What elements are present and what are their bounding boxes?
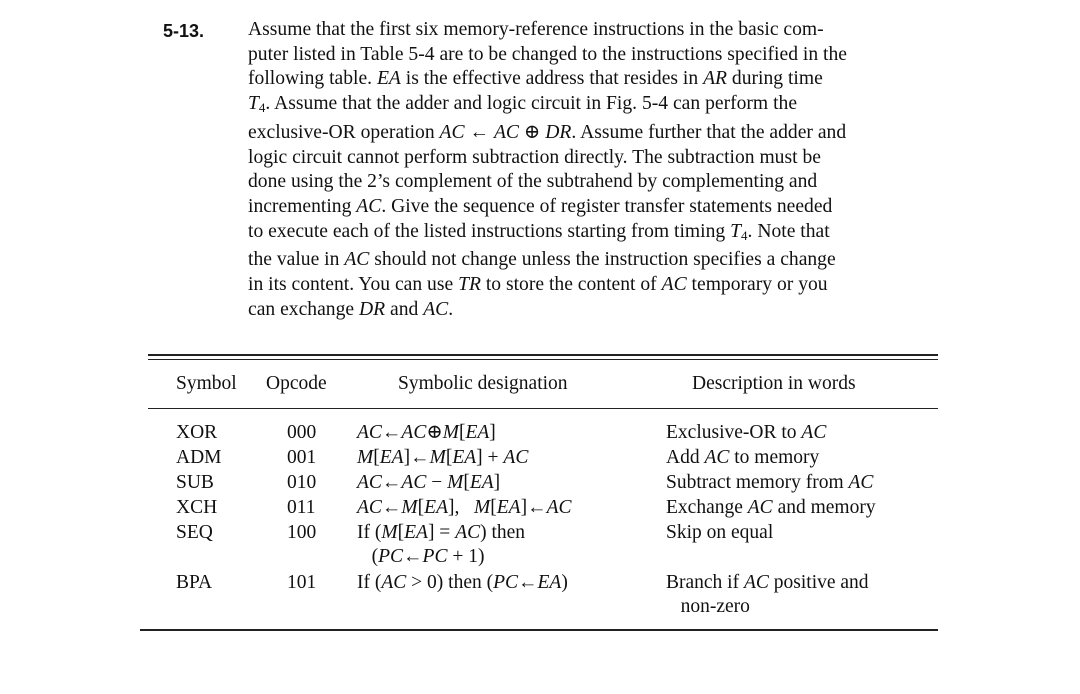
problem-text-line: puter listed in Table 5-4 are to be changed to the instructions specified in the bbox=[248, 43, 847, 65]
cell-opcode: 001 bbox=[287, 447, 317, 468]
table-top-rule-inner bbox=[148, 359, 938, 360]
cell-symbol: BPA bbox=[176, 572, 213, 593]
cell-opcode: 101 bbox=[287, 572, 317, 593]
header-opcode: Opcode bbox=[266, 373, 327, 394]
cell-description: Skip on equal bbox=[666, 522, 774, 543]
cell-description: Exclusive-OR to AC bbox=[666, 422, 827, 443]
problem-text-line: following table. EA is the effective address that resides in AR during time bbox=[248, 68, 823, 90]
cell-symbolic-designation: AC←M[EA], M[EA]←AC bbox=[357, 497, 572, 518]
cell-symbol: XCH bbox=[176, 497, 218, 518]
cell-symbolic-designation: AC←AC⊕M[EA] bbox=[357, 422, 496, 443]
problem-text-line: in its content. You can use TR to store the content of AC temporary or you bbox=[248, 274, 828, 296]
table-header-rule bbox=[148, 408, 938, 409]
header-description: Description in words bbox=[692, 373, 856, 394]
problem-number: 5-13. bbox=[163, 21, 205, 41]
problem-text-line: the value in AC should not change unless the instruction specifies a change bbox=[248, 249, 836, 271]
problem-text-line: T4. Assume that the adder and logic circuit in Fig. 5-4 can perform the bbox=[248, 93, 798, 116]
problem-text-line: Assume that the first six memory-reference instructions in the basic com- bbox=[248, 19, 824, 40]
cell-opcode: 100 bbox=[287, 522, 317, 543]
problem-text-line: incrementing AC. Give the sequence of register transfer statements needed bbox=[248, 195, 833, 217]
cell-symbolic-designation: If (AC > 0) then (PC←EA) bbox=[357, 572, 568, 593]
problem-text-line: logic circuit cannot perform subtraction directly. The subtraction must be bbox=[248, 146, 821, 168]
problem-statement bbox=[248, 18, 948, 322]
problem-text-line: done using the 2’s complement of the subtrahend by complementing and bbox=[248, 171, 818, 193]
cell-symbol: XOR bbox=[176, 422, 218, 443]
cell-symbol: SUB bbox=[176, 472, 214, 493]
cell-description: Exchange AC and memory bbox=[666, 497, 876, 518]
header-symbolic-designation: Symbolic designation bbox=[398, 373, 568, 394]
problem-text-line: exclusive-OR operation AC ← AC ⊕ DR. Assume further that the adder and bbox=[248, 121, 847, 143]
cell-description: Subtract memory from AC bbox=[666, 472, 874, 493]
cell-opcode: 010 bbox=[287, 472, 317, 493]
table-top-rule bbox=[148, 354, 938, 356]
cell-opcode: 000 bbox=[287, 422, 317, 443]
cell-symbolic-designation: If (M[EA] = AC) then (PC←PC + 1) bbox=[357, 522, 526, 567]
cell-description: Branch if AC positive and non-zero bbox=[666, 572, 869, 617]
table-bottom-rule bbox=[140, 629, 938, 631]
cell-description: Add AC to memory bbox=[666, 447, 820, 468]
cell-opcode: 011 bbox=[287, 497, 316, 518]
cell-symbolic-designation: M[EA]←M[EA] + AC bbox=[357, 447, 529, 468]
cell-symbolic-designation: AC←AC − M[EA] bbox=[357, 472, 501, 493]
problem-text-line: can exchange DR and AC. bbox=[248, 298, 454, 320]
cell-symbol: SEQ bbox=[176, 522, 213, 543]
cell-symbol: ADM bbox=[176, 447, 222, 468]
problem-text-line: to execute each of the listed instructions starting from timing T4. Note that bbox=[248, 220, 830, 243]
header-symbol: Symbol bbox=[176, 373, 237, 394]
